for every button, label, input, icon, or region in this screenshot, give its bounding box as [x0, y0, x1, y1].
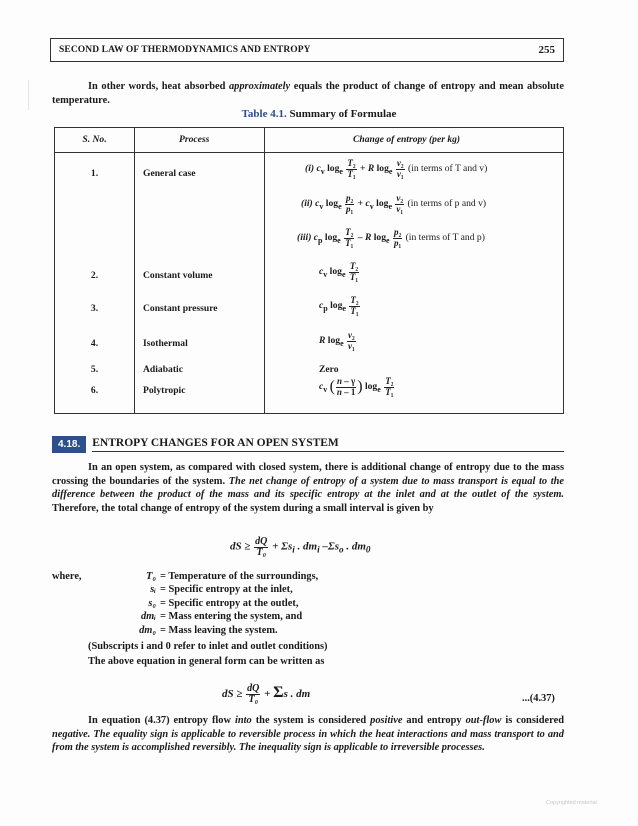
subscripts-note: (Subscripts i and 0 refer to inlet and outlet conditions) [88, 641, 328, 652]
row-sno: 3. [90, 303, 99, 314]
header-change: Change of entropy (per kg) [353, 134, 461, 145]
intro-paragraph [52, 80, 564, 107]
row-process: General case [143, 168, 196, 179]
row-sno: 5. [90, 364, 99, 375]
general-form-text: The above equation in general form can be written as [88, 656, 325, 667]
margin-mark [28, 80, 30, 110]
section-number: 4.18. [52, 436, 86, 453]
watermark: Copyrighted material [546, 800, 597, 806]
formula-general-1: (i) $c_v$ $\log_e$ $\frac{\text{T₂}}{\text{T₁}}$ + R $\log_e$ $\frac{\text{v₂}}{\text{v₁}}$ (in terms of T and v) [305, 158, 488, 179]
formula-general-3: (iii) $c_p$ $\log_e$ $\frac{\text{T₂}}{\text{T₁}}$ – R $\log_e$ $\frac{\text{p₂}}{\text{p₁}}$ (in terms of T and p) [297, 227, 485, 248]
definition-row: s₀ = Specific entropy at the outlet, [148, 597, 299, 609]
equation-number: ...(4.37) [522, 693, 555, 704]
row-sno: 6. [90, 385, 99, 396]
section-title: ENTROPY CHANGES FOR AN OPEN SYSTEM [92, 437, 564, 452]
definition-row: dmᵢ = Mass entering the system, and [140, 611, 303, 623]
page-number: 255 [538, 44, 555, 56]
where-label: where, [52, 571, 82, 582]
entropy-equation-1: dS ≥ $\frac{dQ}{\text{T₀}}$ + $\Sigma s_i$ . $dm_i$ $-\Sigma s_o$ . $dm_0$ [230, 536, 371, 558]
formula-isothermal: R $\log_e$ $\frac{\text{v₂}}{\text{v₁}}$ [319, 330, 355, 351]
header-sno: S. No. [82, 134, 107, 145]
formula-constant-pressure: $c_p$ $\log_e$ $\frac{\text{T₂}}{\text{T₁}}$ [319, 295, 359, 316]
formula-polytropic: $c_v$ ( $\frac{n - \gamma}{n - 1}$ ) $\log_e$ $\frac{\text{T₂}}{\text{T₁}}$ [319, 376, 394, 397]
definition-row: T₀ = Temperature of the surroundings, [146, 571, 319, 582]
intro-text: In other words, heat absorbed [88, 81, 229, 92]
definitions-list [120, 570, 318, 637]
table-caption-title: Summary of Formulae [289, 108, 397, 120]
running-title: SECOND LAW OF THERMODYNAMICS AND ENTROPY [59, 45, 311, 55]
row-process: Polytropic [143, 385, 186, 396]
intro-text-end: equals the product of change of entropy and mean absolute temperature. [52, 81, 564, 106]
row-sno: 4. [90, 338, 99, 349]
header-process: Process [179, 134, 210, 145]
open-system-paragraph: In an open system, as compared with closed system, there is additional change of entropy due to the mass crossing the boundaries of the system. The net change of entropy of a system due to mass transport is equal to the difference between the product of the mass and its specific entropy at the inlet and at the outlet of the system. Therefore, the total change of entropy of the system during a small interval is given by [52, 462, 564, 514]
section-heading [52, 434, 564, 454]
entropy-flow-paragraph: In equation (4.37) entropy flow into the system is considered positive and entropy out-flow is considered negative. The equality sign is applicable to reversible process in which the heat interactions and mass transport to and from the system is accomplished reversibly. The inequality sign is applicable to irreversible processes. [52, 715, 564, 754]
row-sno: 1. [90, 168, 99, 179]
row-process: Adiabatic [143, 364, 183, 375]
formula-table [54, 127, 564, 414]
intro-italic: approximately [228, 81, 291, 92]
entropy-equation-2: dS ≥ $\frac{dQ}{\text{T₀}}$ + Σs . dm [222, 683, 311, 705]
formula-general-2: (ii) $c_v$ $\log_e$ $\frac{\text{p₂}}{\text{p₁}}$ + $c_v$ $\log_e$ $\frac{\text{v₂}}{\text{v₁}}$ (in terms of p and v) [301, 193, 487, 214]
table-caption [0, 108, 638, 120]
definition-row: dm₀ = Mass leaving the system. [139, 624, 278, 636]
row-process: Constant volume [143, 270, 213, 281]
row-process: Isothermal [143, 338, 188, 349]
definition-row: sᵢ = Specific entropy at the inlet, [150, 584, 293, 596]
formula-constant-volume: $c_v$ $\log_e$ $\frac{\text{T₂}}{\text{T₁}}$ [319, 261, 359, 282]
row-process: Constant pressure [143, 303, 218, 314]
running-header [50, 38, 564, 62]
formula-adiabatic: Zero [319, 364, 339, 375]
row-sno: 2. [90, 270, 99, 281]
table-caption-number: Table 4.1. [241, 108, 287, 120]
